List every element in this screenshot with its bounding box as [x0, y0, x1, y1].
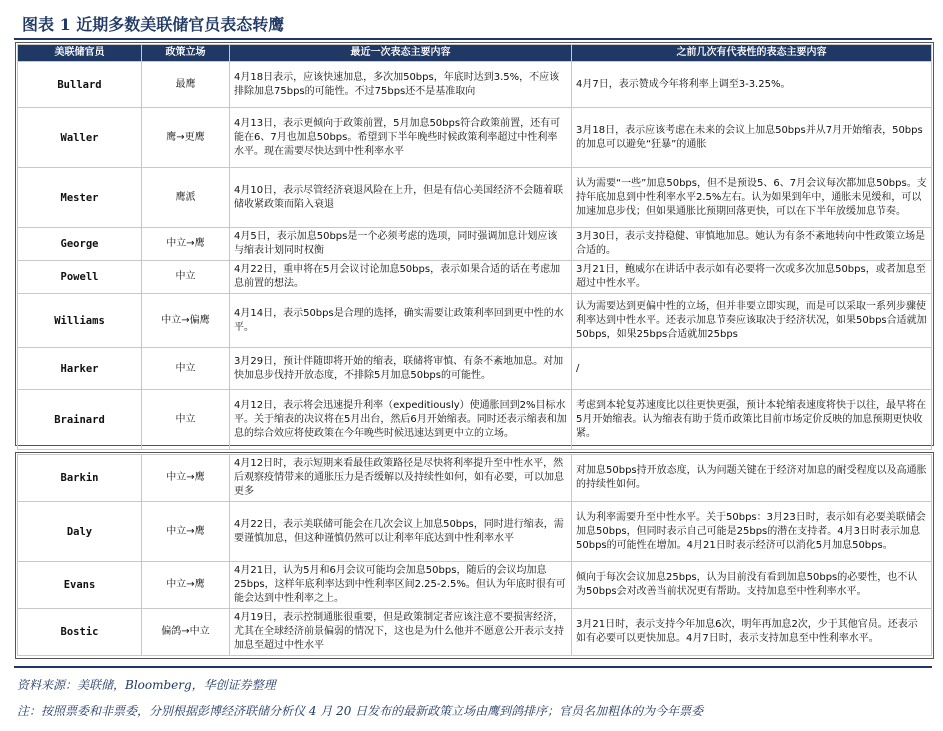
recent-statement: 4月13日，表示更倾向于政策前置，5月加息50bps符合政策前置，还有可能在6、7月也加息50bps。希望到下半年晚些时候政策利率超过中性利率水平。现在需要尽快达到中性利率水平: [230, 108, 572, 168]
table-row: [18, 108, 932, 168]
table-row: [18, 62, 932, 108]
policy-stance: 中立→偏鹰: [142, 294, 230, 348]
table-row: [18, 390, 932, 450]
prior-statement: /: [572, 348, 932, 390]
table-row: [18, 609, 932, 656]
table-row: [18, 228, 932, 261]
recent-statement: 4月14日，表示50bps是合理的选择，确实需要让政策利率回到更中性的水平。: [230, 294, 572, 348]
recent-statement: 4月22日，重申将在5月会议讨论加息50bps，表示如果合适的话在考虑加息前置的想法。: [230, 261, 572, 294]
prior-statement: 3月21日，鲍威尔在讲话中表示如有必要将一次或多次加息50bps，或者加息至超过中性水平。: [572, 261, 932, 294]
header-stance: 政策立场: [142, 45, 230, 62]
policy-stance: 中立: [142, 261, 230, 294]
header-official: 美联储官员: [18, 45, 142, 62]
table-row: [18, 261, 932, 294]
official-name: Bostic: [18, 609, 142, 656]
policy-stance: 中立→鹰: [142, 562, 230, 609]
table-row: [18, 294, 932, 348]
policy-stance: 鹰→更鹰: [142, 108, 230, 168]
policy-stance: 最鹰: [142, 62, 230, 108]
table-row: [18, 502, 932, 562]
policy-stance: 中立→鹰: [142, 228, 230, 261]
official-name: Brainard: [18, 390, 142, 450]
figure-title: 图表 1 近期多数美联储官员表态转鹰: [22, 15, 285, 34]
prior-statement: 认为利率需要升至中性水平。关于50bps：3月23日时，表示如有必要美联储会加息50bps，但同时表示自己可能是25bps的潜在支持者。4月3日时表示加息50bps的可能性在增加。4月21日时表示经济可以消化5月加息50bps。: [572, 502, 932, 562]
recent-statement: 4月5日，表示加息50bps是一个必须考虑的选项，同时强调加息计划应该与缩表计划同时权衡: [230, 228, 572, 261]
prior-statement: 3月30日，表示支持稳健、审慎地加息。她认为有条不紊地转向中性政策立场是合适的。: [572, 228, 932, 261]
policy-stance: 中立→鹰: [142, 502, 230, 562]
policy-stance: 中立: [142, 390, 230, 450]
prior-statement: 3月21日时，表示支持今年加息6次，明年再加息2次，少于其他官员。还表示如有必要可以更快加息。4月7日时，表示支持加息至中性利率水平。: [572, 609, 932, 656]
footer-divider: [14, 666, 932, 668]
policy-stance: 中立→鹰: [142, 455, 230, 502]
policy-stance: 偏鸽→中立: [142, 609, 230, 656]
table-row: [18, 562, 932, 609]
prior-statement: 倾向于每次会议加息25bps，认为目前没有看到加息50bps的必要性，也不认为50bps会对改善当前状况更有帮助。支持加息至中性利率水平。: [572, 562, 932, 609]
official-name: Daly: [18, 502, 142, 562]
prior-statement: 考虑到本轮复苏速度比以往更快更强，预计本轮缩表速度将快于以往，最早将在5月开始缩表。认为缩表有助于货币政策比目前市场定价反映的加息预期更快收紧。: [572, 390, 932, 450]
recent-statement: 4月19日，表示控制通胀很重要，但是政策制定者应该注意不要损害经济，尤其在全球经济前景偏弱的情况下，这也是为什么他并不愿意公开表示支持加息至超过中性水平: [230, 609, 572, 656]
table-row: [18, 168, 932, 228]
recent-statement: 4月12日，表示将会迅速提升利率（expeditiously）使通胀回到2%目标水平。关于缩表的决议将在5月出台，然后6月开始缩表。同时还表示缩表和加息的综合效应将使政策在今年晚些时候迅速达到更中立的立场。: [230, 390, 572, 450]
recent-statement: 4月10日，表示尽管经济衰退风险在上升，但是有信心美国经济不会随着联储收紧政策而陷入衰退: [230, 168, 572, 228]
header-recent: 最近一次表态主要内容: [230, 45, 572, 62]
footnote: 注：按照票委和非票委，分别根据彭博经济联储分析仪 4 月 20 日发布的最新政策立场由鹰到鸽排序；官员名加粗体的为今年票委: [17, 704, 704, 718]
official-name: Waller: [18, 108, 142, 168]
official-name: George: [18, 228, 142, 261]
official-name: Mester: [18, 168, 142, 228]
policy-stance: 鹰派: [142, 168, 230, 228]
voters-table: [17, 44, 932, 450]
table-row: [18, 348, 932, 390]
official-name: Barkin: [18, 455, 142, 502]
official-name: Powell: [18, 261, 142, 294]
recent-statement: 4月22日，表示美联储可能会在几次会议上加息50bps，同时进行缩表，需要谨慎加息，但这种谨慎仍然可以让利率年底达到中性利率水平: [230, 502, 572, 562]
recent-statement: 4月18日表示，应该快速加息，多次加50bps，年底时达到3.5%，不应该排除加息75bps的可能性。不过75bps还不是基准取向: [230, 62, 572, 108]
table-header-row: [18, 45, 932, 62]
prior-statement: 3月18日，表示应该考虑在未来的会议上加息50bps并从7月开始缩表，50bps的加息可以避免“狂暴”的通胀: [572, 108, 932, 168]
prior-statement: 4月7日，表示赞成今年将利率上调至3-3.25%。: [572, 62, 932, 108]
official-name: Bullard: [18, 62, 142, 108]
prior-statement: 认为需要“一些”加息50bps，但不是预设5、6、7月会议每次都加息50bps。支持年底加息到中性利率水平2.5%左右。认为如果到年中，通胀未见缓和，可以加速加息步伐；但如果通胀比预期回落更快，可以在下半年放缓加息节奏。: [572, 168, 932, 228]
header-prior: 之前几次有代表性的表态主要内容: [572, 45, 932, 62]
recent-statement: 3月29日，预计伴随即将开始的缩表，联储将审慎、有条不紊地加息。对加快加息步伐持开放态度，不排除5月加息50bps的可能性。: [230, 348, 572, 390]
recent-statement: 4月12日时，表示短期来看最佳政策路径是尽快将利率提升至中性水平，然后观察疫情带来的通胀压力是否缓解以及持续性如何，如有必要，可以加息更多: [230, 455, 572, 502]
prior-statement: 对加息50bps持开放态度，认为问题关键在于经济对加息的耐受程度以及高通胀的持续性如何。: [572, 455, 932, 502]
official-name: Williams: [18, 294, 142, 348]
prior-statement: 认为需要达到更偏中性的立场，但并非要立即实现，而是可以采取一系列步骤使利率达到中性水平。还表示加息节奏应该取决于经济状况，如果50bps合适就加50bps，如果25bps合适就加25bps: [572, 294, 932, 348]
policy-stance: 中立: [142, 348, 230, 390]
nonvoters-table: [17, 454, 932, 656]
recent-statement: 4月21日，认为5月和6月会议可能均会加息50bps，随后的会议均加息25bps，这样年底利率达到中性利率区间2.25-2.5%。但认为年底时很有可能会达到中性利率之上。: [230, 562, 572, 609]
official-name: Evans: [18, 562, 142, 609]
table-row: [18, 455, 932, 502]
source-note: 资料来源：美联储，Bloomberg，华创证券整理: [17, 678, 276, 692]
title-bar: [14, 8, 932, 40]
official-name: Harker: [18, 348, 142, 390]
